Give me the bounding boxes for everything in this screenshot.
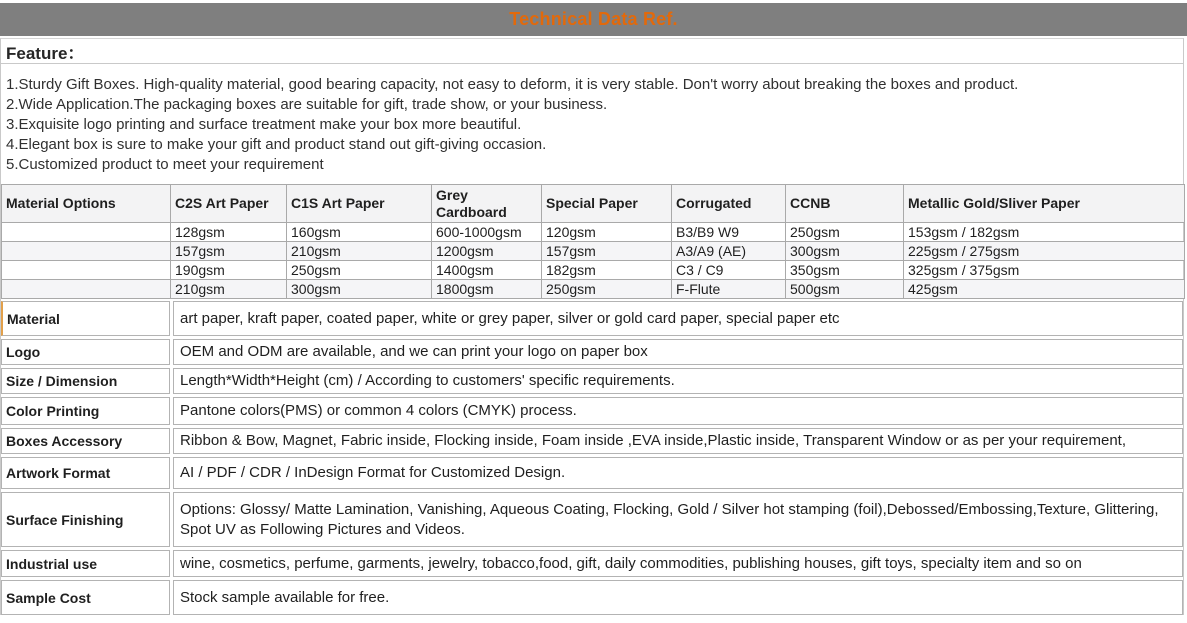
- spec-section: [1, 301, 1183, 615]
- table-cell: 600-1000gsm: [432, 223, 542, 242]
- col-header-material-options: Material Options: [2, 185, 171, 223]
- spec-row-logo: [1, 339, 1183, 365]
- col-header-metallic-paper: Metallic Gold/Sliver Paper: [904, 185, 1185, 223]
- table-cell: 1800gsm: [432, 280, 542, 299]
- col-header-ccnb: CCNB: [786, 185, 904, 223]
- table-cell: 157gsm: [542, 242, 672, 261]
- table-cell: 210gsm: [171, 280, 287, 299]
- table-cell: 153gsm / 182gsm: [904, 223, 1185, 242]
- spec-label: Size / Dimension: [1, 368, 170, 394]
- spec-label: Color Printing: [1, 397, 170, 425]
- page-title: Technical Data Ref.: [509, 9, 678, 29]
- content-sheet: [0, 38, 1184, 615]
- table-cell: 325gsm / 375gsm: [904, 261, 1185, 280]
- materials-header-row: [2, 185, 1185, 223]
- table-cell: B3/B9 W9: [672, 223, 786, 242]
- spec-value: AI / PDF / CDR / InDesign Format for Customized Design.: [173, 457, 1183, 489]
- spec-row-surface-finishing: [1, 492, 1183, 547]
- spec-row-artwork-format: [1, 457, 1183, 489]
- table-cell: 182gsm: [542, 261, 672, 280]
- table-cell: 157gsm: [171, 242, 287, 261]
- spec-row-sample-cost: [1, 580, 1183, 615]
- table-cell: [2, 280, 171, 299]
- table-cell: 500gsm: [786, 280, 904, 299]
- col-header-special-paper: Special Paper: [542, 185, 672, 223]
- feature-item: 5.Customized product to meet your requirement: [6, 156, 324, 173]
- spec-label: Logo: [1, 339, 170, 365]
- spec-label: Surface Finishing: [1, 492, 170, 547]
- feature-item: 1.Sturdy Gift Boxes. High-quality material, good bearing capacity, not easy to deform, it is very stable. Don't worry about breaking the boxes and product.: [6, 76, 1019, 93]
- table-cell: 225gsm / 275gsm: [904, 242, 1185, 261]
- spec-label: Sample Cost: [1, 580, 170, 615]
- table-cell: 350gsm: [786, 261, 904, 280]
- col-header-c2s-art-paper: C2S Art Paper: [171, 185, 287, 223]
- feature-item: 3.Exquisite logo printing and surface treatment make your box more beautiful.: [6, 116, 522, 133]
- col-header-corrugated: Corrugated: [672, 185, 786, 223]
- feature-item: 2.Wide Application.The packaging boxes are suitable for gift, trade show, or your business.: [6, 96, 608, 113]
- table-cell: 128gsm: [171, 223, 287, 242]
- materials-row: [2, 280, 1185, 299]
- table-cell: 300gsm: [786, 242, 904, 261]
- feature-list: [1, 64, 1183, 184]
- spec-row-color-printing: [1, 397, 1183, 425]
- spec-label: Material: [1, 301, 170, 336]
- table-cell: [2, 261, 171, 280]
- table-cell: 425gsm: [904, 280, 1185, 299]
- page: [0, 3, 1187, 623]
- table-cell: F-Flute: [672, 280, 786, 299]
- table-cell: C3 / C9: [672, 261, 786, 280]
- title-bar: [0, 3, 1187, 36]
- feature-item: 4.Elegant box is sure to make your gift and product stand out gift-giving occasion.: [6, 136, 547, 153]
- table-cell: A3/A9 (AE): [672, 242, 786, 261]
- table-cell: [2, 223, 171, 242]
- spec-row-boxes-accessory: [1, 428, 1183, 454]
- col-header-c1s-art-paper: C1S Art Paper: [287, 185, 432, 223]
- col-header-grey-cardboard: Grey Cardboard: [432, 185, 542, 223]
- spec-value: Options: Glossy/ Matte Lamination, Vanishing, Aqueous Coating, Flocking, Gold / Silver hot stamping (foil),Debossed/Embossing,Texture, Glittering, Spot UV as Following Pictures and Videos.: [173, 492, 1183, 547]
- spec-label: Artwork Format: [1, 457, 170, 489]
- table-cell: 250gsm: [542, 280, 672, 299]
- table-cell: 1400gsm: [432, 261, 542, 280]
- feature-heading: [1, 39, 1183, 64]
- spec-value: wine, cosmetics, perfume, garments, jewelry, tobacco,food, gift, daily commodities, publishing houses, gift toys, specialty item and so on: [173, 550, 1183, 577]
- spec-row-size-dimension: [1, 368, 1183, 394]
- table-cell: 120gsm: [542, 223, 672, 242]
- spec-label: Industrial use: [1, 550, 170, 577]
- spec-value: Stock sample available for free.: [173, 580, 1183, 615]
- table-cell: 190gsm: [171, 261, 287, 280]
- materials-row: [2, 242, 1185, 261]
- spec-value: Pantone colors(PMS) or common 4 colors (CMYK) process.: [173, 397, 1183, 425]
- spec-row-industrial-use: [1, 550, 1183, 577]
- spec-label: Boxes Accessory: [1, 428, 170, 454]
- spec-value: OEM and ODM are available, and we can print your logo on paper box: [173, 339, 1183, 365]
- table-cell: 300gsm: [287, 280, 432, 299]
- spec-value: Ribbon & Bow, Magnet, Fabric inside, Flocking inside, Foam inside ,EVA inside,Plastic inside, Transparent Window or as per your requirement,: [173, 428, 1183, 454]
- spec-row-material: [1, 301, 1183, 336]
- table-cell: 210gsm: [287, 242, 432, 261]
- table-cell: 250gsm: [786, 223, 904, 242]
- materials-row: [2, 223, 1185, 242]
- spec-value: Length*Width*Height (cm) / According to customers' specific requirements.: [173, 368, 1183, 394]
- spec-value: art paper, kraft paper, coated paper, white or grey paper, silver or gold card paper, special paper etc: [173, 301, 1183, 336]
- feature-heading-label: Feature：: [6, 43, 85, 63]
- materials-row: [2, 261, 1185, 280]
- table-cell: 160gsm: [287, 223, 432, 242]
- table-cell: 1200gsm: [432, 242, 542, 261]
- table-cell: [2, 242, 171, 261]
- material-options-table: [1, 184, 1185, 299]
- table-cell: 250gsm: [287, 261, 432, 280]
